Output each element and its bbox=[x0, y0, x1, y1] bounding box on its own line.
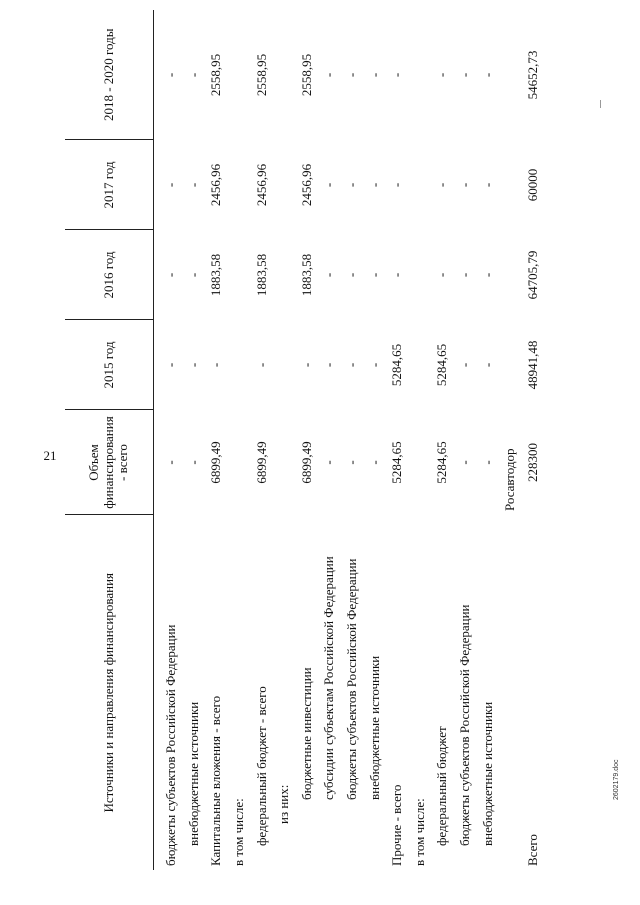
row-label: Прочие - всего bbox=[389, 784, 405, 866]
cell-total: - bbox=[344, 460, 360, 465]
cell-y2018: - bbox=[434, 72, 450, 78]
footer-file-code: 2602179.doc bbox=[613, 759, 620, 800]
cell-total bbox=[273, 410, 296, 515]
table-header-row bbox=[65, 10, 154, 870]
cell-y2017: - bbox=[185, 182, 201, 188]
cell-y2017: 2456,96 bbox=[253, 163, 269, 207]
table-row bbox=[183, 10, 206, 870]
cell-y2017 bbox=[273, 140, 296, 230]
cell-y2018: - bbox=[163, 72, 179, 78]
cell-y2015: - bbox=[479, 362, 495, 368]
row-label: бюджетные инвестиции bbox=[298, 667, 314, 800]
cell-y2016: 1883,58 bbox=[298, 253, 314, 297]
cell-y2015: - bbox=[185, 362, 201, 368]
table-row bbox=[476, 10, 499, 870]
row-label: в том числе: bbox=[411, 798, 427, 866]
total-cell-y2015: 48941,48 bbox=[524, 340, 540, 390]
row-label: внебюджетные источники bbox=[185, 701, 201, 846]
total-cell-y2016: 64705,79 bbox=[524, 250, 540, 300]
cell-total: - bbox=[457, 460, 473, 465]
cell-total: 6899,49 bbox=[298, 441, 314, 484]
cell-y2016: - bbox=[434, 272, 450, 278]
cell-y2016: - bbox=[457, 272, 473, 278]
cell-y2017: - bbox=[344, 182, 360, 188]
row-label: федеральный бюджет bbox=[434, 726, 450, 846]
cell-y2018 bbox=[228, 10, 251, 140]
cell-total: - bbox=[321, 460, 337, 465]
total-label: Всего bbox=[524, 834, 540, 866]
total-cell-total: 228300 bbox=[524, 443, 540, 482]
cell-total bbox=[409, 410, 432, 515]
cell-y2018: 2558,95 bbox=[208, 53, 224, 97]
org-row-empty bbox=[499, 515, 522, 870]
row-label: внебюджетные источники bbox=[479, 701, 495, 846]
table-row bbox=[431, 10, 454, 870]
cell-y2017: - bbox=[389, 182, 405, 188]
cell-y2017: - bbox=[457, 182, 473, 188]
cell-y2017: - bbox=[434, 182, 450, 188]
table-row bbox=[454, 10, 477, 870]
org-label: Росавтодор bbox=[502, 448, 518, 511]
cell-y2015: - bbox=[163, 362, 179, 368]
total-cell-y2017: 60000 bbox=[524, 168, 540, 202]
header-total: Объем финансирования - всего bbox=[65, 410, 154, 515]
cell-y2015: - bbox=[321, 362, 337, 368]
cell-total: - bbox=[479, 460, 495, 465]
cell-y2015 bbox=[409, 320, 432, 410]
table-row bbox=[318, 10, 341, 870]
header-2015: 2015 год bbox=[65, 320, 154, 410]
cell-y2016: - bbox=[163, 272, 179, 278]
row-label: бюджеты субъектов Российской Федерации bbox=[344, 558, 360, 800]
cell-y2016: 1883,58 bbox=[208, 253, 224, 297]
cell-y2018: - bbox=[321, 72, 337, 78]
table-row bbox=[160, 10, 183, 870]
header-2018-2020: 2018 - 2020 годы bbox=[65, 10, 154, 140]
cell-y2018: - bbox=[389, 72, 405, 78]
cell-y2018: 2558,95 bbox=[298, 53, 314, 97]
cell-y2016: 1883,58 bbox=[253, 253, 269, 297]
cell-y2018: - bbox=[479, 72, 495, 78]
row-label: из них: bbox=[276, 784, 292, 824]
page-number: 21 bbox=[43, 448, 57, 463]
cell-total: - bbox=[185, 460, 201, 465]
table-row bbox=[273, 10, 296, 870]
row-label: бюджеты субъектов Российской Федерации bbox=[457, 604, 473, 846]
cell-y2015: - bbox=[253, 362, 269, 368]
cell-total: 5284,65 bbox=[389, 441, 405, 484]
cell-y2017: 2456,96 bbox=[208, 163, 224, 207]
cell-total: 5284,65 bbox=[434, 441, 450, 484]
cell-y2018 bbox=[409, 10, 432, 140]
table-row bbox=[341, 10, 364, 870]
cell-total: - bbox=[163, 460, 179, 465]
cell-y2018: - bbox=[457, 72, 473, 78]
rotated-sheet bbox=[65, 10, 555, 870]
cell-y2017 bbox=[228, 140, 251, 230]
row-label: бюджеты субъектов Российской Федерации bbox=[163, 624, 179, 866]
row-label: в том числе: bbox=[231, 798, 247, 866]
header-source: Источники и направления финансирования bbox=[65, 515, 154, 870]
row-label: субсидии субъектам Российской Федерации bbox=[321, 556, 337, 800]
cell-y2017 bbox=[409, 140, 432, 230]
cell-total: - bbox=[366, 460, 382, 465]
cell-total: 6899,49 bbox=[208, 441, 224, 484]
cell-y2018: 2558,95 bbox=[253, 53, 269, 97]
row-label: Капитальные вложения - всего bbox=[208, 695, 224, 866]
org-row bbox=[499, 10, 522, 870]
table-row bbox=[386, 10, 409, 870]
cell-y2015: - bbox=[208, 362, 224, 368]
header-2017: 2017 год bbox=[65, 140, 154, 230]
cell-y2016 bbox=[409, 230, 432, 320]
table-row bbox=[228, 10, 251, 870]
cell-y2018 bbox=[273, 10, 296, 140]
cell-y2018: - bbox=[366, 72, 382, 78]
financing-table bbox=[65, 10, 544, 870]
cell-y2015: 5284,65 bbox=[389, 343, 405, 387]
cell-y2016: - bbox=[389, 272, 405, 278]
table-row bbox=[205, 10, 228, 870]
table-row bbox=[363, 10, 386, 870]
cell-total: 6899,49 bbox=[253, 441, 269, 484]
cell-y2015: - bbox=[366, 362, 382, 368]
cell-y2016: - bbox=[185, 272, 201, 278]
table-row bbox=[296, 10, 319, 870]
cell-y2017: - bbox=[163, 182, 179, 188]
total-cell-y2018: 54652,73 bbox=[524, 50, 540, 100]
margin-tick bbox=[600, 100, 601, 108]
row-label: федеральный бюджет - всего bbox=[253, 686, 269, 846]
cell-total bbox=[228, 410, 251, 515]
cell-y2015: 5284,65 bbox=[434, 343, 450, 387]
total-row bbox=[522, 10, 545, 870]
table-row bbox=[409, 10, 432, 870]
cell-y2016: - bbox=[366, 272, 382, 278]
cell-y2016: - bbox=[321, 272, 337, 278]
table-body bbox=[154, 10, 545, 870]
cell-y2017: - bbox=[479, 182, 495, 188]
cell-y2017: - bbox=[366, 182, 382, 188]
cell-y2016: - bbox=[344, 272, 360, 278]
cell-y2016 bbox=[228, 230, 251, 320]
header-2016: 2016 год bbox=[65, 230, 154, 320]
cell-y2017: - bbox=[321, 182, 337, 188]
cell-y2015: - bbox=[457, 362, 473, 368]
cell-y2015: - bbox=[344, 362, 360, 368]
cell-y2015 bbox=[228, 320, 251, 410]
cell-y2015: - bbox=[298, 362, 314, 368]
row-label: внебюджетные источники bbox=[366, 655, 382, 800]
cell-y2018: - bbox=[185, 72, 201, 78]
table-row bbox=[250, 10, 273, 870]
cell-y2016: - bbox=[479, 272, 495, 278]
cell-y2015 bbox=[273, 320, 296, 410]
cell-y2018: - bbox=[344, 72, 360, 78]
cell-y2016 bbox=[273, 230, 296, 320]
cell-y2017: 2456,96 bbox=[298, 163, 314, 207]
